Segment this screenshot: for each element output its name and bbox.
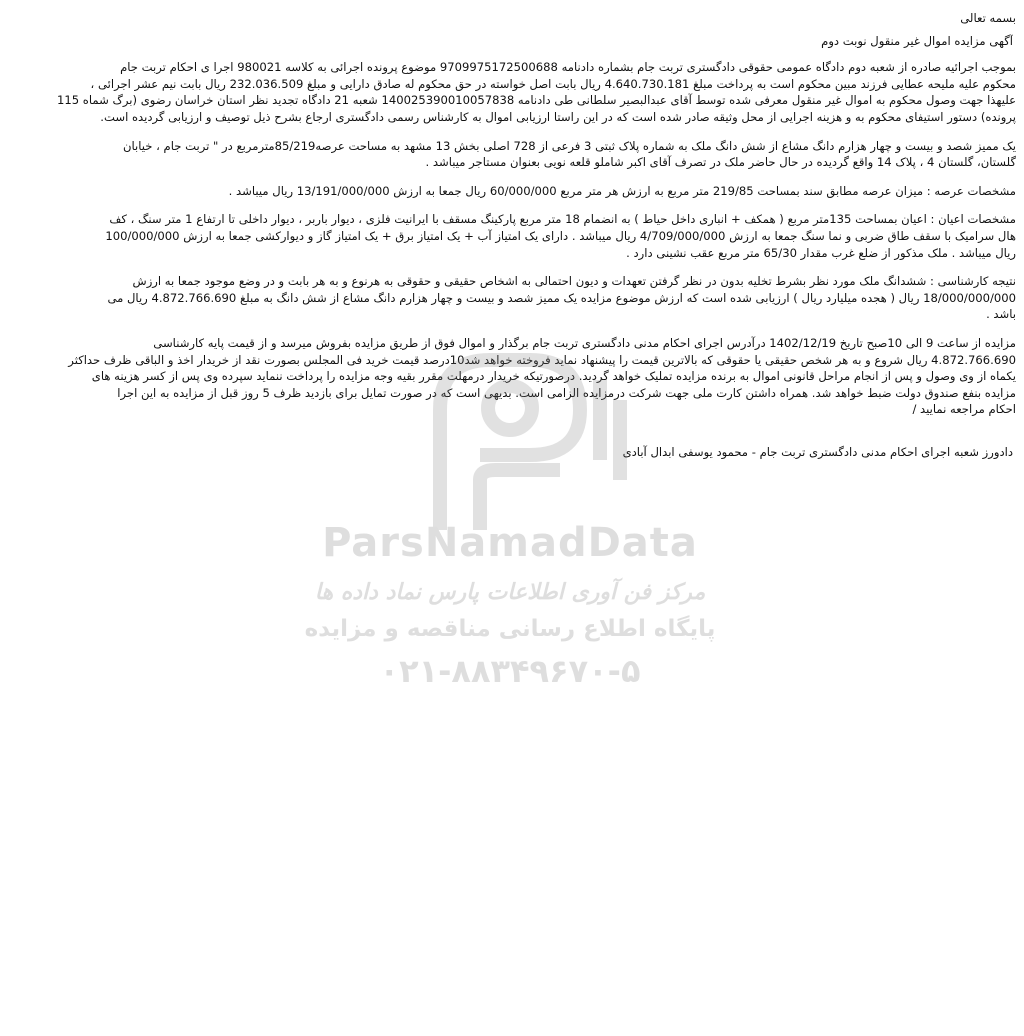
paragraph-line: باشد . xyxy=(986,307,1016,322)
document-heading: بسمه تعالی xyxy=(960,11,1016,25)
paragraph-line: علیهذا جهت وصول محکوم به اموال غیر منقول معرفی شده توسط آقای عبدالبصیر سلطانی طی دادنامه 140025390010057838 شعبه 21 دادگاه تجدید نظر استان خراسان رضوی (برگ شماه 115 xyxy=(56,93,1016,108)
paragraph-line: مزایده از ساعت 9 الی 10صبح تاریخ 1402/12/19 درآدرس اجرای احکام مدنی دادگستری تربت جام برگذار و اموال فوق از طریق مزایده بفروش میرسد و از قیمت پایه کارشناسی xyxy=(153,335,1016,350)
watermark-phone: ۰۲۱-۸۸۳۴۹۶۷۰-۵ xyxy=(379,652,641,690)
paragraph-appraisal-result xyxy=(8,273,1016,323)
paragraph-line: یکماه از وی وصول و پس از انجام مراحل قانونی اموال به برنده مزایده تملیک خواهد گردید. درصورتیکه خریدار درمهلت مقرر بقیه وجه مزایده را پرداخت ننماید سپرده وی پس از کسر هزینه های xyxy=(91,369,1016,384)
paragraph-line: نتیجه کارشناسی : ششدانگ ملک مورد نظر بشرط تخلیه بدون در نظر گرفتن تعهدات و دیون احتمالی به اشخاص حقیقی و حقوقی به هرنوع و به هر بابت و در وضع موجود جمعا به ارزش xyxy=(132,274,1016,289)
paragraph-line: یک ممیز شصد و بیست و چهار هزارم دانگ مشاع از شش دانگ ملک به شماره پلاک ثبتی 3 فرعی از 728 اصلی بخش 13 مشهد به مساحت عرصه85/219مترمربع در " تربت جام ، خیابان xyxy=(122,138,1016,153)
watermark-line-2: پایگاه اطلاع رسانی مناقصه و مزایده xyxy=(304,616,716,642)
paragraph-line: 4.872.766.690 ریال شروع و به هر شخص حقیقی یا حقوقی که بالاترین قیمت را پیشنهاد نماید فروخته خواهد شد10درصد قیمت خرید فی المجلس بصورت نقد از خریدار اخذ و الباقی ظرف حداکثر xyxy=(68,352,1016,367)
paragraph-property xyxy=(8,138,1016,171)
paragraph-line: ریال میباشد . ملک مذکور از ضلع غرب مقدار 65/30 متر مربع عقب نشینی دارد . xyxy=(626,245,1016,260)
paragraph-auction-terms xyxy=(8,335,1016,418)
document-title: آگهی مزایده اموال غیر منقول نوبت دوم xyxy=(821,33,1013,48)
paragraph-land-specs xyxy=(8,183,1016,200)
paragraph-line: پرونده) دستور استیفای محکوم به و هزینه اجرایی از محل وثیقه صادر شده است که در این راستا ارزیابی اموال به کارشناس رسمی دادگستری ارجاع بشرح ذیل توصیف و ارزیابی گردیده است. xyxy=(100,109,1016,124)
paragraph-line: مشخصات عرصه : میزان عرصه مطابق سند بمساحت 219/85 متر مربع به ارزش هر متر مربع 60/000/000 ریال جمعا به ارزش 13/191/000/000 ریال میباشد . xyxy=(228,183,1016,198)
paragraph-line: هال سرامیک با سقف طاق ضربی و نما سنگ جمعا به ارزش 4/709/000/000 ریال میباشد . دارای یک امتیاز آب + یک امتیاز برق + یک امتیاز گاز و دیوارکشی جمعا به ارزش 100/000/000 xyxy=(105,228,1016,243)
paragraph-line: 18/000/000/000 ریال ( هجده میلیارد ریال ) ارزیابی شده است که ارزش موضوع مزایده یک ممیز شصد و بیست و چهار هزارم دانگ مشاع از شش دانگ به مبلغ 4.872.766.690 ریال می xyxy=(107,290,1016,305)
signature xyxy=(8,444,1013,461)
paragraph-line: گلستان، گلستان 4 ، پلاک 14 واقع گردیده در حال حاضر ملک در تصرف آقای اکبر شاملو قلعه نویی بعنوان مستاجر میباشد . xyxy=(425,155,1016,170)
paragraph-line: محکوم علیه ملیحه عطایی فرزند مبین محکوم است به پرداخت مبلغ 4.640.730.181 ریال بابت اصل خواسته در حق محکوم له صادق دارایی و مبلغ 232.036.509 ریال بابت نیم عشر اجرائی ، xyxy=(90,76,1016,91)
paragraph-intro xyxy=(8,59,1016,125)
paragraph-line: بموجب اجرائیه صادره از شعبه دوم دادگاه عمومی حقوقی دادگستری تربت جام بشماره دادنامه 9709975172500688 موضوع پرونده اجرائی به کلاسه 980021 اجرا ی احکام تربت جام xyxy=(120,60,1016,75)
paragraph-line: مزایده بنفع صندوق دولت ضبط خواهد شد. همراه داشتن کارت ملی جهت شرکت درمزایده الزامی است. بدیهی است که در صورت تمایل برای بازدید ظرف 5 روز قبل از مزایده به این اجرا xyxy=(117,385,1016,400)
paragraph-line: مشخصات اعیان : اعیان بمساحت 135متر مربع ( همکف + انباری داخل حیاط ) به انضمام 18 متر مربع پارکینگ مسقف با ایرانیت فلزی ، دیوار باربر ، دیوار داخلی تا ارتفاع 1 متر سنگ ، کف xyxy=(109,212,1016,227)
watermark-line-1: مرکز فن آوری اطلاعات پارس نماد داده ها xyxy=(314,580,706,605)
paragraph-building-specs xyxy=(8,211,1016,261)
signature-text: دادورز شعبه اجرای احکام مدنی دادگستری تربت جام - محمود یوسفی ابدال آبادی xyxy=(622,444,1013,459)
auction-notice-document xyxy=(8,8,1016,460)
paragraph-line: احکام مراجعه نمایید / xyxy=(912,402,1016,417)
watermark-brand: ParsNamadData xyxy=(322,520,698,566)
